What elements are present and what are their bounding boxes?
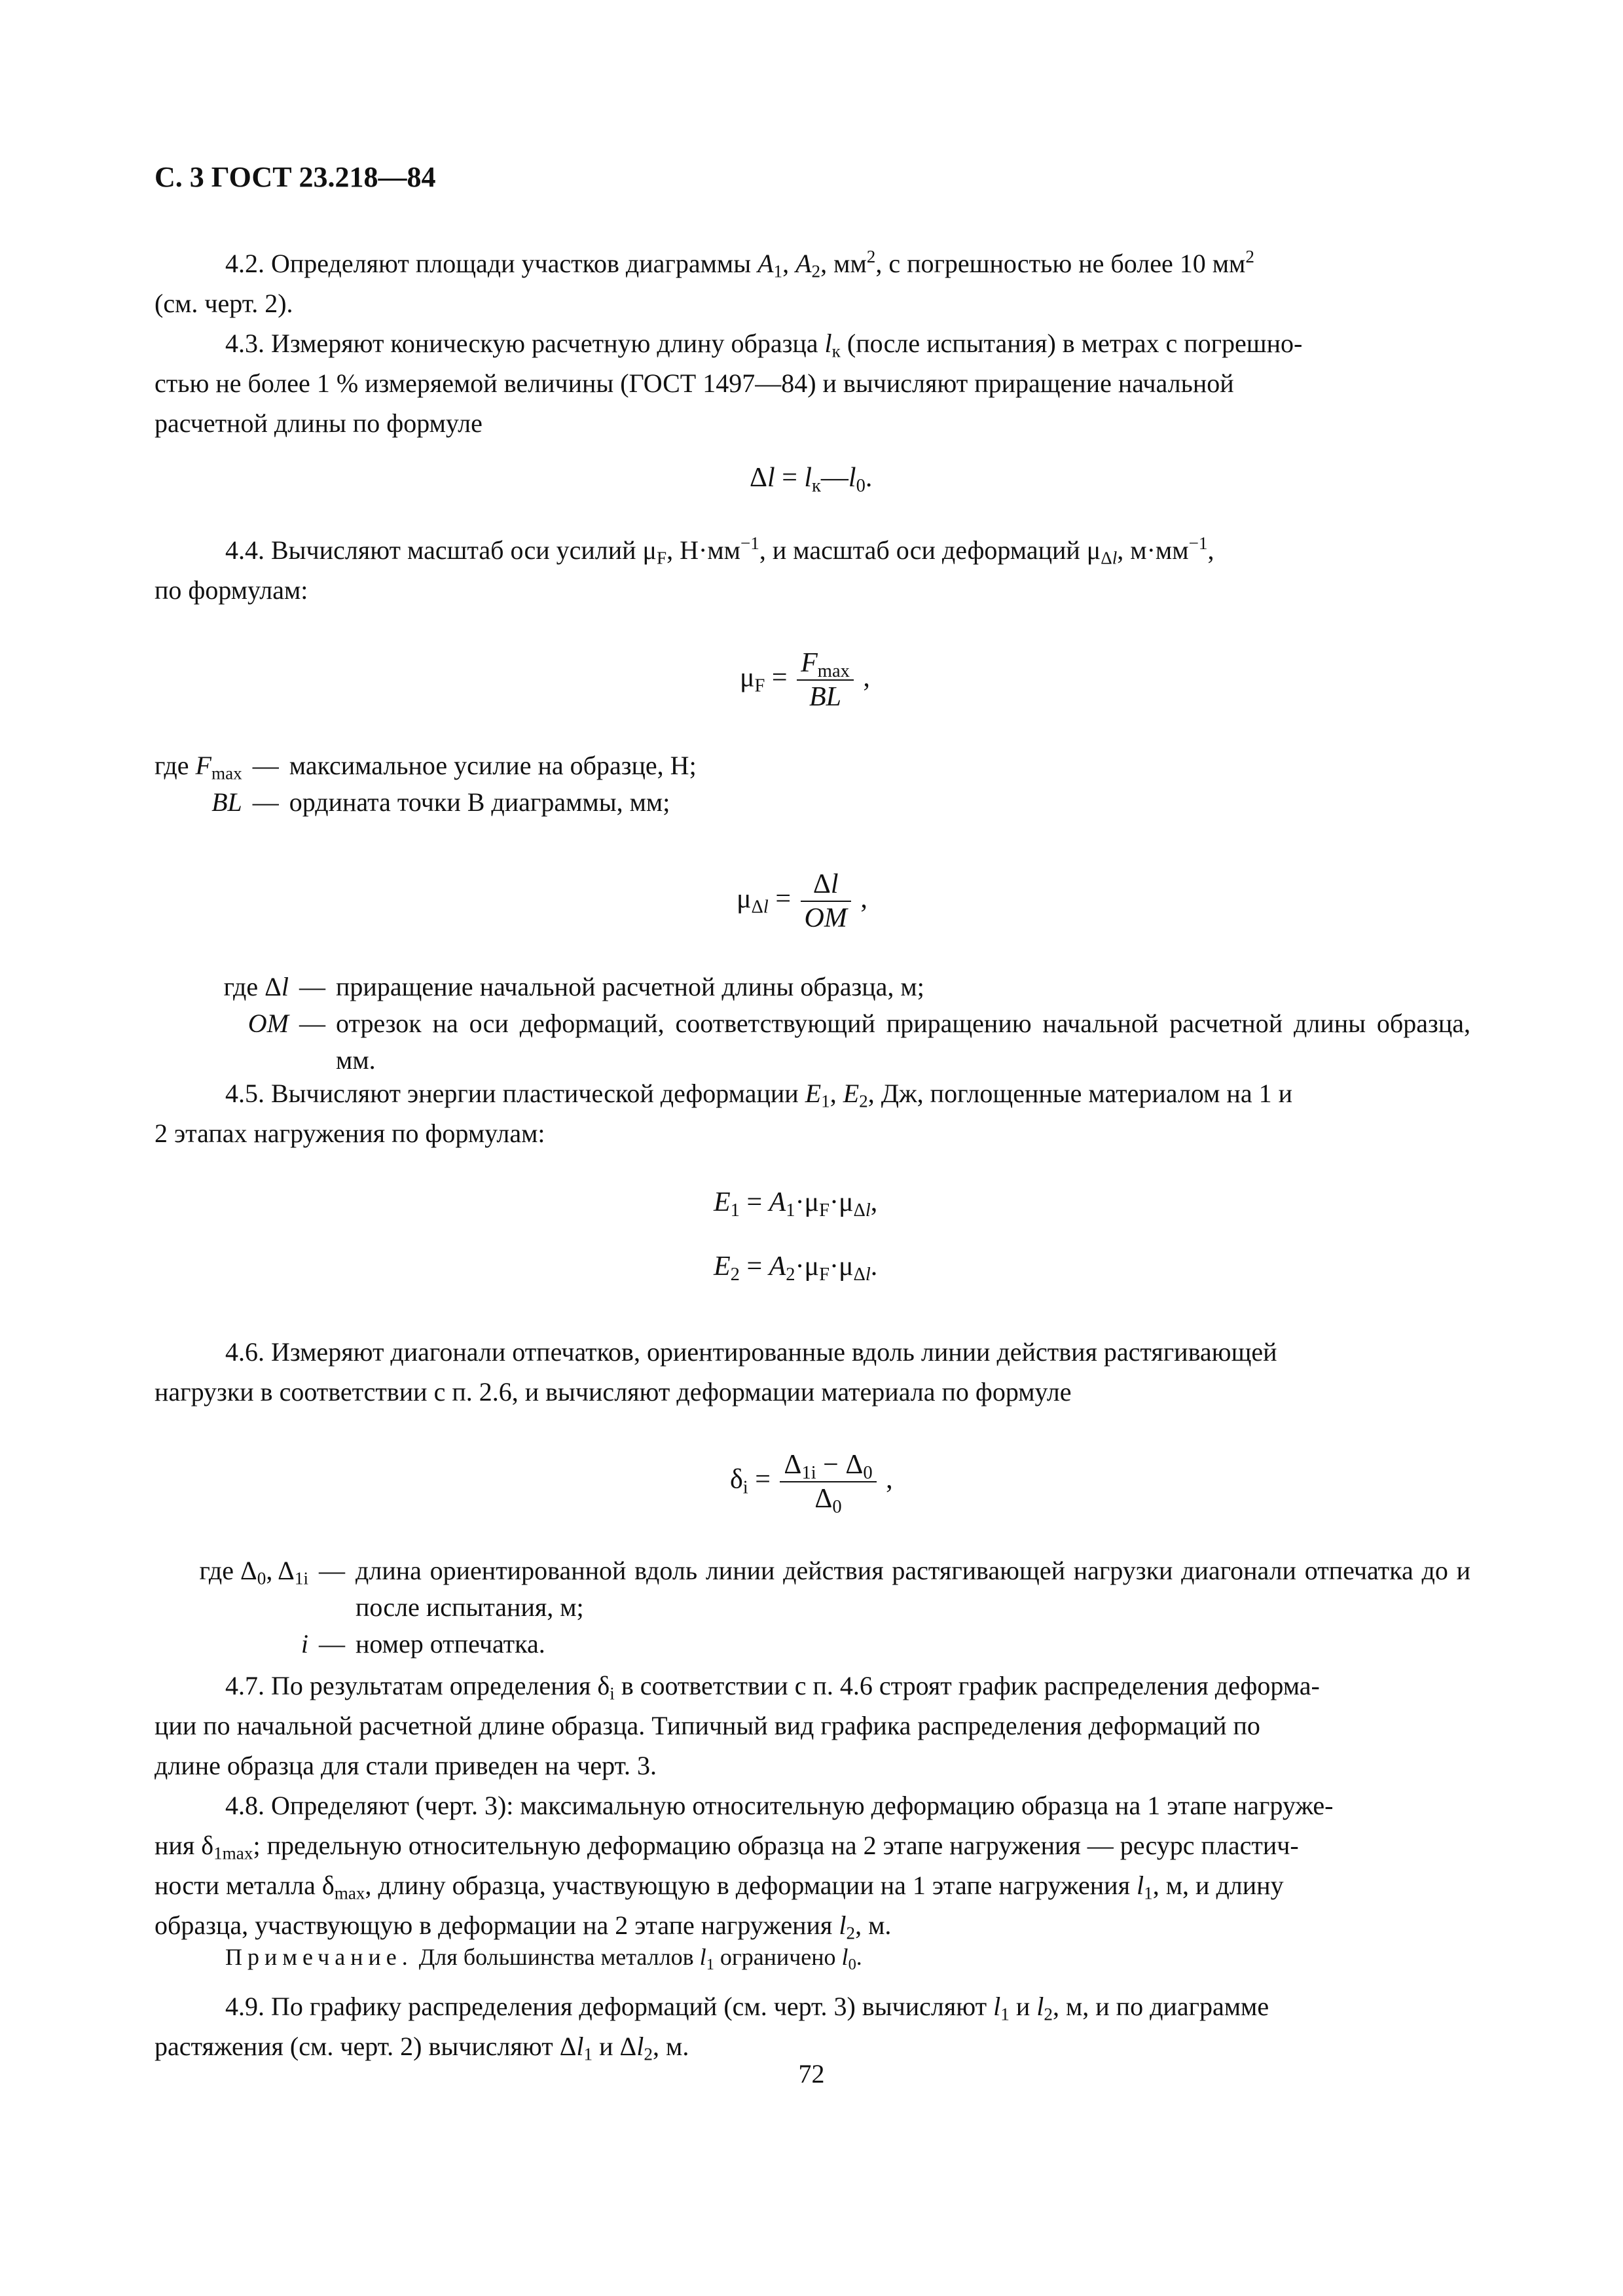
p48-text-c: ; предельную относительную деформацию образца на 2 этапе нагружения — ресурс пластич-	[253, 1831, 1299, 1860]
defs1-where: где	[155, 751, 189, 780]
formula-delta-i: $\delta_i$ = $\frac{\Delta_{1i} - \Delta_0}{\Delta_0}$ ,	[730, 1450, 893, 1517]
defs1-bl-term: BL	[211, 787, 242, 817]
paragraph-4-3: 4.3. Измеряют коническую расчетную длину образца $l_к$ (после испытания) в метрах с погрешно- стью не более 1 % измеряемой величины (ГОСТ 1497—84) и вычисляют приращение начальной расчетной длины по формуле	[155, 329, 1303, 438]
paragraph-4-9: 4.9. По графику распределения деформаций (см. черт. 3) вычисляют $l_1$ и $l_2$, м, и по диаграмме растяжения (см. черт. 2) вычисляют $\Delta l_1$ и $\Delta l_2$, м.	[155, 1992, 1269, 2064]
defs3-delta-definition: длина ориентированной вдоль линии действия растягивающей нагрузки диагонали отпечатка до и после испытания, м;	[356, 1556, 1470, 1622]
defs2-delta-l-definition: приращение начальной расчетной длины образца, м;	[336, 972, 924, 1001]
paragraph-4-8: 4.8. Определяют (черт. 3): максимальную относительную деформацию образца на 1 этапе нагруже- ния $\delta_{1max}$; предельную относительную деформацию образца на 2 этапе нагружения — ресурс пластич- ности металла $\delta_{max}$, длину образца, участвующую в деформации на 1 этапе нагружения $l_1$, м, и длину образца, участвующую в деформации на 2 этапе нагружения $l_2$, м.	[155, 1791, 1334, 1943]
note-text-a: Для большинства металлов	[412, 1944, 700, 1970]
p49-text-c: , м, и по диаграмме	[1052, 1992, 1269, 2021]
p47-text-b: в соответствии с п. 4.6 строят график распределения деформа-	[614, 1671, 1320, 1700]
p44-text-a: 4.4. Вычисляют масштаб оси усилий μ	[225, 535, 657, 565]
p48-text-e: , длину образца, участвующую в деформации на 1 этапе нагружения	[365, 1871, 1137, 1900]
p44-text-d: , м·мм	[1117, 535, 1189, 565]
p47-text-a: 4.7. По результатам определения δ	[225, 1671, 610, 1700]
defs2-om-definition: отрезок на оси деформаций, соответствующий приращению начальной расчетной длины образца, мм.	[336, 1009, 1470, 1075]
p42-text-c: , с погрешностью не более 10 мм	[875, 249, 1246, 278]
p45-text-a: 4.5. Вычисляют энергии пластической деформации	[225, 1079, 805, 1108]
note-label: Примечание.	[225, 1944, 413, 1970]
paragraph-4-7: 4.7. По результатам определения $\delta_i$ в соответствии с п. 4.6 строят график распределения деформа- ции по начальной расчетной длине образца. Типичный вид графика распределения деформаций по длине образца для стали приведен на черт. 3.	[155, 1671, 1320, 1780]
formula-e2: $E_2 = A_2\cdot\mu_F\cdot\mu_{\Delta l}$.	[714, 1251, 878, 1285]
section-4-5	[155, 1073, 1470, 1153]
p49-text-e: и Δ	[593, 2032, 637, 2061]
p48-text-f: , м, и длину	[1152, 1871, 1284, 1900]
p49-text-d: растяжения (см. черт. 2) вычисляют Δ	[155, 2032, 577, 2061]
page-number: 72	[798, 2059, 825, 2089]
paragraph-4-6	[155, 1332, 1470, 1412]
note-text-b: ограничено	[714, 1944, 842, 1970]
p49-text-f: , м.	[653, 2032, 689, 2061]
formula-mu-delta-l: $\mu_{\Delta l}$ = $\frac{\Delta l}{OM}$ ,	[737, 869, 867, 933]
p44-text-b: , Н·мм	[666, 535, 740, 565]
defs1-bl-definition: ордината точки B диаграммы, мм;	[289, 787, 670, 817]
p48-text-b: ния δ	[155, 1831, 214, 1860]
defs1-fmax-definition: максимальное усилие на образце, Н;	[289, 751, 697, 780]
definitions-3: где $\Delta_0$, $\Delta_{1i}$ — длина ориентированной вдоль линии действия растягивающей нагрузки диагонали отпечатка до и после испытания, м; i — номер отпечатка.	[155, 1552, 1470, 1662]
p45-text-c: 2 этапах нагружения по формулам:	[155, 1119, 545, 1148]
defs3-i-definition: номер отпечатка.	[356, 1629, 545, 1659]
section-4-2-4-3	[155, 243, 1470, 443]
p43-text-b: (после испытания) в метрах с погрешно-	[840, 329, 1303, 358]
paragraph-4-5: 4.5. Вычисляют энергии пластической деформации $E_1$, $E_2$, Дж, поглощенные материалом на 1 и 2 этапах нагружения по формулам:	[155, 1079, 1292, 1148]
formula-delta-l: $\Delta l = l_к—l_0$.	[750, 463, 873, 496]
p49-text-b: и	[1009, 1992, 1037, 2021]
p47-text-c: ции по начальной расчетной длине образца. Типичный вид графика распределения деформаций по	[155, 1711, 1260, 1740]
p43-text-c: стью не более 1 % измеряемой величины (ГОСТ 1497—84) и вычисляют приращение начальной	[155, 368, 1234, 398]
p44-text-e: по формулам:	[155, 575, 308, 605]
defs2-where: где	[223, 972, 259, 1001]
p48-text-g: образца, участвующую в деформации на 2 этапе нагружения	[155, 1910, 839, 1940]
p49-text-a: 4.9. По графику распределения деформаций (см. черт. 3) вычисляют	[225, 1992, 994, 2021]
note: Примечание. Для большинства металлов $l_1$ ограничено $l_0$.	[225, 1944, 862, 1973]
defs2-om-term: OM	[247, 1009, 289, 1038]
p43-text-a: 4.3. Измеряют коническую расчетную длину образца	[225, 329, 825, 358]
p46-text-a: 4.6. Измеряют диагонали отпечатков, ориентированные вдоль линии действия растягивающей	[225, 1337, 1277, 1367]
p43-text-d: расчетной длины по формуле	[155, 408, 483, 438]
section-4-9	[155, 1986, 1470, 2066]
p42-text-d: (см. черт. 2).	[155, 289, 293, 318]
p46-text-b: нагрузки в соответствии с п. 2.6, и вычисляют деформации материала по формуле	[155, 1377, 1072, 1407]
page-header: С. 3 ГОСТ 23.218—84	[155, 161, 436, 193]
section-4-7-4-8	[155, 1666, 1470, 1945]
defs3-where: где	[199, 1556, 234, 1585]
formula-mu-f: $\mu_F$ = $\frac{F_{max}}{BL}$ ,	[740, 648, 870, 712]
section-4-6	[155, 1332, 1470, 1412]
p42-text-a: 4.2. Определяют площади участков диаграммы	[225, 249, 758, 278]
p44-text-c: , и масштаб оси деформаций μ	[759, 535, 1101, 565]
defs3-i-term: i	[301, 1629, 308, 1659]
p48-text-h: , м.	[855, 1910, 892, 1940]
formula-e1: $E_1 = A_1\cdot\mu_F\cdot\mu_{\Delta l}$,	[714, 1187, 878, 1221]
definitions-1: где $F_{max}$ — максимальное усилие на образце, Н; BL — ордината точки B диаграммы, мм;	[155, 747, 1470, 821]
p42-text-b: , мм	[820, 249, 867, 278]
p48-text-a: 4.8. Определяют (черт. 3): максимальную относительную деформацию образца на 1 этапе нагруже-	[225, 1791, 1334, 1820]
paragraph-4-4: 4.4. Вычисляют масштаб оси усилий $\mu_F$, $Н\cdot мм^{-1}$, и масштаб оси деформаций $\mu_{\Delta l}$, $м\cdot мм^{-1}$, по формулам:	[155, 533, 1214, 605]
section-4-4	[155, 530, 1470, 610]
paragraph-4-2: 4.2. Определяют площади участков диаграммы $A_1$, $A_2$, $мм^2$, с погрешностью не более 10 $мм^2$ (см. черт. 2).	[155, 247, 1254, 318]
p45-text-b: , Дж, поглощенные материалом на 1 и	[867, 1079, 1292, 1108]
definitions-2: где Δl — приращение начальной расчетной длины образца, м; OM — отрезок на оси деформаций, соответствующий приращению начальной расчетной длины образца, мм.	[155, 969, 1470, 1079]
p48-text-d: ности металла δ	[155, 1871, 335, 1900]
p47-text-d: длине образца для стали приведен на черт. 3.	[155, 1751, 657, 1780]
